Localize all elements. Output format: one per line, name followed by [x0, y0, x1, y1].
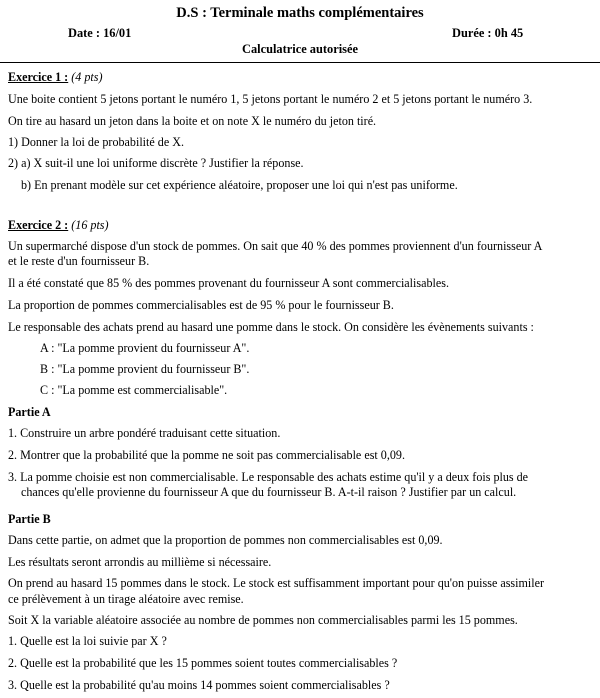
ex1-question-2a: 2) a) X suit-il une loi uniforme discrète ? Justifier la réponse.	[8, 156, 304, 170]
part-b-question-2: 2. Quelle est la probabilité que les 15 pommes soient toutes commercialisables ?	[8, 656, 398, 670]
ex1-line-2: On tire au hasard un jeton dans la boite et on note X le numéro du jeton tiré.	[8, 114, 377, 128]
part-b-line-3a: On prend au hasard 15 pommes dans le stock. Le stock est suffisamment important pour qu'on puisse assimiler	[8, 576, 544, 590]
exercise-2-points: (16 pts)	[71, 218, 109, 232]
part-a-question-1: 1. Construire un arbre pondéré traduisant cette situation.	[8, 426, 281, 440]
ex1-question-1: 1) Donner la loi de probabilité de X.	[8, 135, 184, 149]
ex1-question-2b: b) En prenant modèle sur cet expérience aléatoire, proposer une loi qui n'est pas uniforme.	[21, 178, 458, 192]
ex2-intro-line-1: Un supermarché dispose d'un stock de pommes. On sait que 40 % des pommes proviennent d'un fournisseur A	[8, 239, 543, 253]
part-b-line-3b: ce prélèvement à un tirage aléatoire avec remise.	[8, 592, 244, 606]
part-a-question-3-line-2: chances qu'elle provienne du fournisseur A que du fournisseur B. A-t-il raison ? Justifier par un calcul.	[21, 485, 517, 499]
exercise-1-title: Exercice 1 :	[8, 70, 69, 84]
calculator-note: Calculatrice autorisée	[242, 42, 358, 56]
part-a-heading: Partie A	[8, 405, 51, 419]
event-b: B : "La pomme provient du fournisseur B".	[40, 362, 250, 376]
exercise-1-heading	[8, 70, 103, 85]
part-b-question-3: 3. Quelle est la probabilité qu'au moins 14 pommes soient commercialisables ?	[8, 678, 390, 692]
part-b-line-4: Soit X la variable aléatoire associée au nombre de pommes non commercialisables parmi les 15 pommes.	[8, 613, 518, 627]
part-b-heading: Partie B	[8, 512, 51, 526]
exam-date: Date : 16/01	[68, 26, 132, 40]
ex2-paragraph-4: Le responsable des achats prend au hasard une pomme dans le stock. On considère les évènements suivants :	[8, 320, 534, 334]
ex2-intro-line-2: et le reste d'un fournisseur B.	[8, 254, 150, 268]
exercise-2-title: Exercice 2 :	[8, 218, 69, 232]
part-b-line-1: Dans cette partie, on admet que la proportion de pommes non commercialisables est 0,09.	[8, 533, 443, 547]
page-title: D.S : Terminale maths complémentaires	[176, 5, 424, 21]
header-divider	[0, 62, 600, 63]
exercise-1-points: (4 pts)	[71, 70, 103, 84]
event-c: C : "La pomme est commercialisable".	[40, 383, 228, 397]
part-a-question-2: 2. Montrer que la probabilité que la pomme ne soit pas commercialisable est 0,09.	[8, 448, 405, 462]
part-a-question-3-line-1: 3. La pomme choisie est non commercialisable. Le responsable des achats estime qu'il y a deux fois plus de	[8, 470, 529, 484]
ex1-line-1: Une boite contient 5 jetons portant le numéro 1, 5 jetons portant le numéro 2 et 5 jetons portant le numéro 3.	[8, 92, 533, 106]
exam-duration: Durée : 0h 45	[452, 26, 524, 40]
part-b-line-2: Les résultats seront arrondis au millième si nécessaire.	[8, 555, 272, 569]
ex2-paragraph-3: La proportion de pommes commercialisables est de 95 % pour le fournisseur B.	[8, 298, 394, 312]
event-a: A : "La pomme provient du fournisseur A".	[40, 341, 250, 355]
ex2-paragraph-2: Il a été constaté que 85 % des pommes provenant du fournisseur A sont commercialisables.	[8, 276, 449, 290]
part-b-question-1: 1. Quelle est la loi suivie par X ?	[8, 634, 167, 648]
exercise-2-heading	[8, 218, 109, 233]
